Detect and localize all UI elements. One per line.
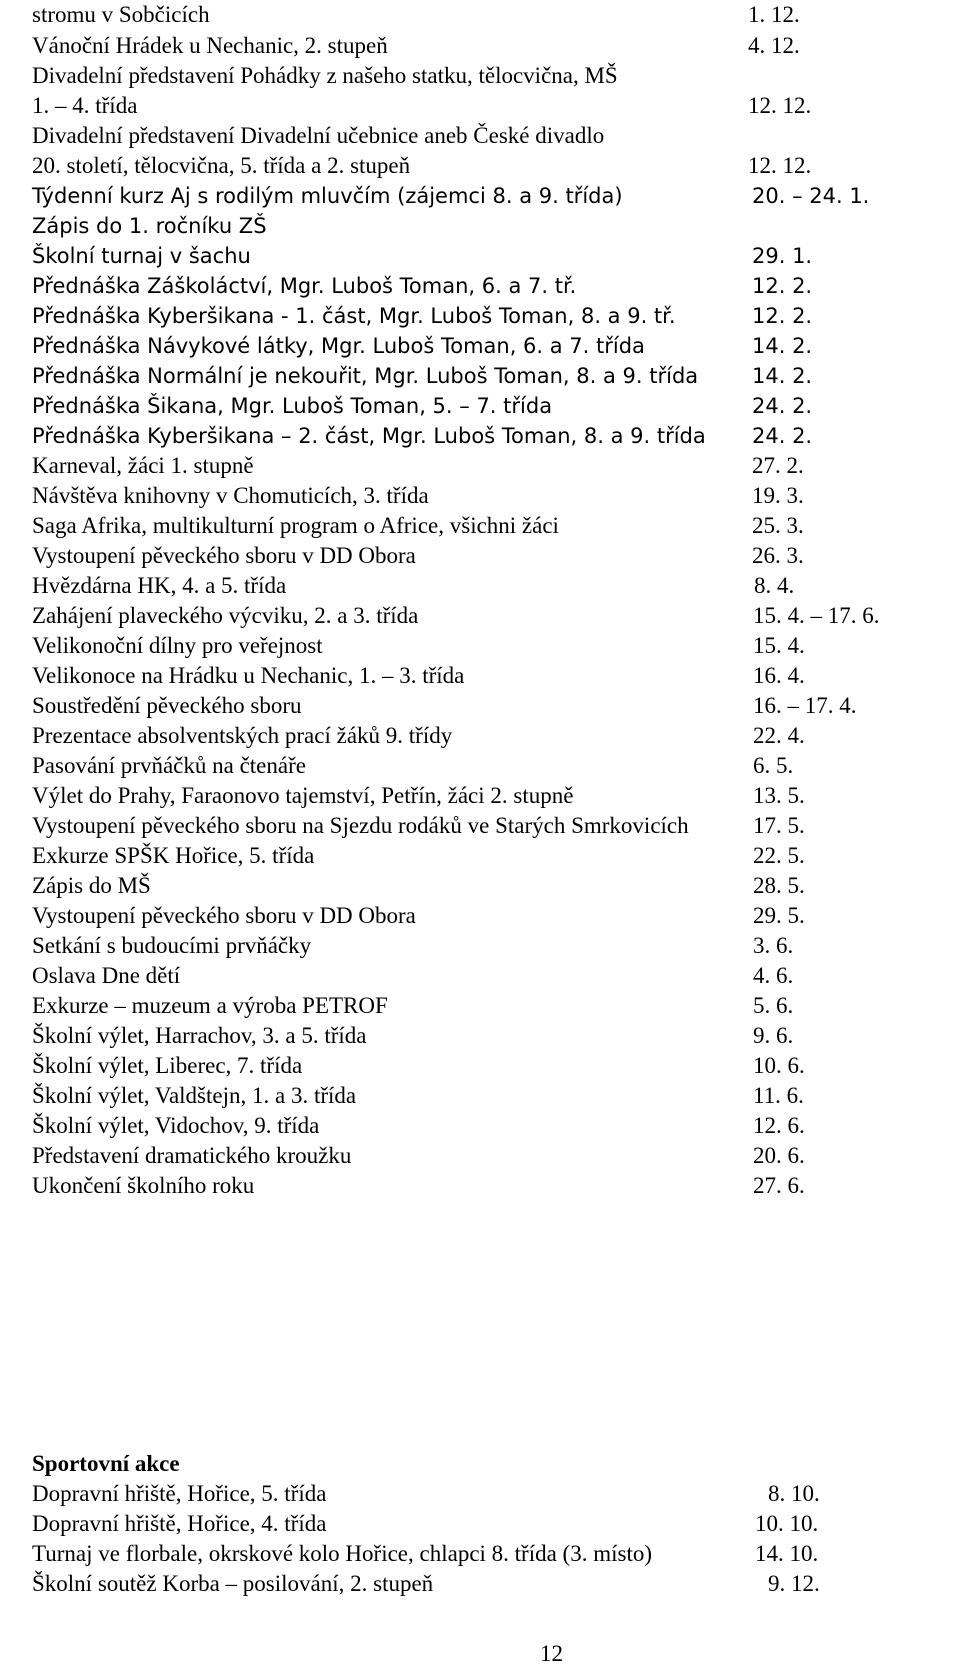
- entry-date: 24. 2.: [752, 424, 813, 448]
- entry-text: Přednáška Záškoláctví, Mgr. Luboš Toman, 6. a 7. tř.: [32, 274, 577, 298]
- event-row: [32, 931, 952, 961]
- entry-text: Divadelní představení Pohádky z našeho statku, tělocvična, MŠ: [32, 63, 618, 88]
- event-row: [32, 1021, 952, 1051]
- entry-date: 14. 2.: [752, 334, 813, 358]
- entry-text: 1. – 4. třída: [32, 93, 138, 118]
- entry-text: Školní výlet, Liberec, 7. třída: [32, 1053, 303, 1078]
- entry-date: 15. 4. – 17. 6.: [753, 603, 880, 628]
- entry-text: Přednáška Návykové látky, Mgr. Luboš Toman, 6. a 7. třída: [32, 334, 645, 358]
- event-row: [32, 151, 952, 181]
- event-row: [32, 1171, 952, 1201]
- entry-text: Výlet do Prahy, Faraonovo tajemství, Petřín, žáci 2. stupně: [32, 783, 574, 808]
- entry-date: 6. 5.: [753, 753, 794, 778]
- event-row: [32, 781, 952, 811]
- entry-date: 4. 6.: [753, 963, 794, 988]
- entry-date: 14. 10.: [755, 1541, 819, 1566]
- event-row: [32, 511, 952, 541]
- entry-text: Přednáška Kyberšikana – 2. část, Mgr. Luboš Toman, 8. a 9. třída: [32, 424, 706, 448]
- page-number: 12: [540, 1641, 563, 1666]
- entry-text: Oslava Dne dětí: [32, 963, 181, 988]
- event-row: [32, 331, 952, 361]
- event-row: [32, 661, 952, 691]
- entry-date: 9. 6.: [753, 1023, 794, 1048]
- entry-date: 8. 4.: [754, 573, 795, 598]
- entry-date: 12. 6.: [753, 1113, 805, 1138]
- event-row: [32, 751, 952, 781]
- entry-text: Přednáška Normální je nekouřit, Mgr. Luboš Toman, 8. a 9. třída: [32, 364, 699, 388]
- event-row: [32, 601, 952, 631]
- entry-text: Dopravní hřiště, Hořice, 4. třída: [32, 1511, 327, 1536]
- entry-date: 17. 5.: [753, 813, 805, 838]
- entry-text: Velikonoční dílny pro veřejnost: [32, 633, 323, 658]
- event-row: [32, 451, 952, 481]
- entry-text: Školní výlet, Harrachov, 3. a 5. třída: [32, 1023, 367, 1048]
- sports-heading: Sportovní akce: [32, 1451, 180, 1476]
- event-row: [32, 361, 952, 391]
- entry-date: 5. 6.: [753, 993, 794, 1018]
- entry-text: Týdenní kurz Aj s rodilým mluvčím (zájemci 8. a 9. třída): [32, 184, 623, 208]
- entry-date: 27. 6.: [753, 1173, 805, 1198]
- event-row: [32, 91, 952, 121]
- entry-text: Setkání s budoucími prvňáčky: [32, 933, 312, 958]
- entry-date: 3. 6.: [753, 933, 794, 958]
- entry-date: 16. 4.: [753, 663, 805, 688]
- entry-text: Soustředění pěveckého sboru: [32, 693, 302, 718]
- event-row: [32, 871, 952, 901]
- entry-text: Zápis do MŠ: [32, 873, 151, 898]
- entry-date: 15. 4.: [753, 633, 805, 658]
- entry-text: Zahájení plaveckého výcviku, 2. a 3. třída: [32, 603, 419, 628]
- entry-date: 20. 6.: [753, 1143, 805, 1168]
- event-row: [32, 241, 952, 271]
- entry-date: 27. 2.: [752, 453, 804, 478]
- entry-date: 26. 3.: [752, 543, 804, 568]
- entry-text: Divadelní představení Divadelní učebnice aneb České divadlo: [32, 123, 605, 148]
- entry-text: Školní výlet, Vidochov, 9. třída: [32, 1113, 320, 1138]
- entry-text: Turnaj ve florbale, okrskové kolo Hořice, chlapci 8. třída (3. místo): [32, 1541, 653, 1566]
- entry-date: 20. – 24. 1.: [752, 184, 870, 208]
- entry-date: 9. 12.: [768, 1571, 820, 1596]
- entry-date: 22. 4.: [753, 723, 805, 748]
- event-row: [32, 1051, 952, 1081]
- entry-date: 1. 12.: [748, 2, 800, 27]
- entry-date: 28. 5.: [753, 873, 805, 898]
- entry-text: Hvězdárna HK, 4. a 5. třída: [32, 573, 287, 598]
- event-row: [32, 811, 952, 841]
- event-row: [32, 961, 952, 991]
- event-row: [32, 271, 952, 301]
- entry-text: Exkurze – muzeum a výroba PETROF: [32, 993, 388, 1018]
- entry-text: Vystoupení pěveckého sboru v DD Obora: [32, 903, 416, 928]
- entry-date: 10. 10.: [755, 1511, 819, 1536]
- entry-text: Ukončení školního roku: [32, 1173, 255, 1198]
- entry-text: Vánoční Hrádek u Nechanic, 2. stupeň: [32, 33, 388, 58]
- entry-text: 20. století, tělocvična, 5. třída a 2. stupeň: [32, 153, 411, 178]
- entry-text: Pasování prvňáčků na čtenáře: [32, 753, 306, 778]
- event-row: [32, 391, 952, 421]
- entry-date: 22. 5.: [753, 843, 805, 868]
- event-row: [32, 631, 952, 661]
- entry-date: 24. 2.: [752, 394, 813, 418]
- entry-text: Návštěva knihovny v Chomuticích, 3. třída: [32, 483, 429, 508]
- entry-date: 4. 12.: [748, 33, 800, 58]
- entry-date: 8. 10.: [768, 1481, 820, 1506]
- event-row: [32, 1111, 952, 1141]
- entry-text: Zápis do 1. ročníku ZŠ: [32, 214, 267, 238]
- entry-text: stromu v Sobčicích: [32, 2, 210, 27]
- entry-date: 29. 5.: [753, 903, 805, 928]
- event-row: [32, 721, 952, 751]
- entry-date: 16. – 17. 4.: [753, 693, 857, 718]
- event-row: [32, 121, 952, 151]
- event-row: [32, 691, 952, 721]
- entry-date: 14. 2.: [752, 364, 813, 388]
- event-row: [32, 541, 952, 571]
- entry-date: 12. 12.: [748, 153, 812, 178]
- event-row: [32, 211, 952, 241]
- entry-date: 12. 12.: [748, 93, 812, 118]
- entry-text: Velikonoce na Hrádku u Nechanic, 1. – 3. třída: [32, 663, 465, 688]
- entry-date: 12. 2.: [752, 274, 813, 298]
- entry-text: Karneval, žáci 1. stupně: [32, 453, 254, 478]
- entry-text: Prezentace absolventských prací žáků 9. třídy: [32, 723, 453, 748]
- entry-text: Exkurze SPŠK Hořice, 5. třída: [32, 843, 315, 868]
- entry-text: Saga Afrika, multikulturní program o Africe, všichni žáci: [32, 513, 559, 538]
- entry-date: 13. 5.: [753, 783, 805, 808]
- event-row: [32, 1081, 952, 1111]
- entry-text: Školní turnaj v šachu: [32, 244, 251, 268]
- sport-row: [32, 1509, 952, 1539]
- entry-date: 19. 3.: [752, 483, 804, 508]
- event-row: [32, 301, 952, 331]
- event-row: [32, 421, 952, 451]
- entry-text: Přednáška Kyberšikana - 1. část, Mgr. Luboš Toman, 8. a 9. tř.: [32, 304, 676, 328]
- event-row: [32, 481, 952, 511]
- sport-row: [32, 1479, 952, 1509]
- entry-text: Vystoupení pěveckého sboru na Sjezdu rodáků ve Starých Smrkovicích: [32, 813, 689, 838]
- event-row: [32, 61, 952, 91]
- entry-text: Přednáška Šikana, Mgr. Luboš Toman, 5. – 7. třída: [32, 394, 553, 418]
- event-row: [32, 991, 952, 1021]
- sport-row: [32, 1539, 952, 1569]
- entry-date: 25. 3.: [752, 513, 804, 538]
- entry-date: 12. 2.: [752, 304, 813, 328]
- entry-text: Představení dramatického kroužku: [32, 1143, 352, 1168]
- entry-date: 29. 1.: [752, 244, 813, 268]
- event-row: [32, 0, 952, 30]
- event-row: [32, 1141, 952, 1171]
- entry-text: Dopravní hřiště, Hořice, 5. třída: [32, 1481, 327, 1506]
- event-row: [32, 571, 952, 601]
- event-row: [32, 841, 952, 871]
- entry-text: Školní výlet, Valdštejn, 1. a 3. třída: [32, 1083, 357, 1108]
- event-row: [32, 901, 952, 931]
- sport-row: [32, 1569, 952, 1599]
- entry-date: 11. 6.: [753, 1083, 804, 1108]
- event-row: [32, 181, 952, 211]
- entry-text: Školní soutěž Korba – posilování, 2. stupeň: [32, 1571, 434, 1596]
- entry-text: Vystoupení pěveckého sboru v DD Obora: [32, 543, 416, 568]
- event-row: [32, 31, 952, 61]
- entry-date: 10. 6.: [753, 1053, 805, 1078]
